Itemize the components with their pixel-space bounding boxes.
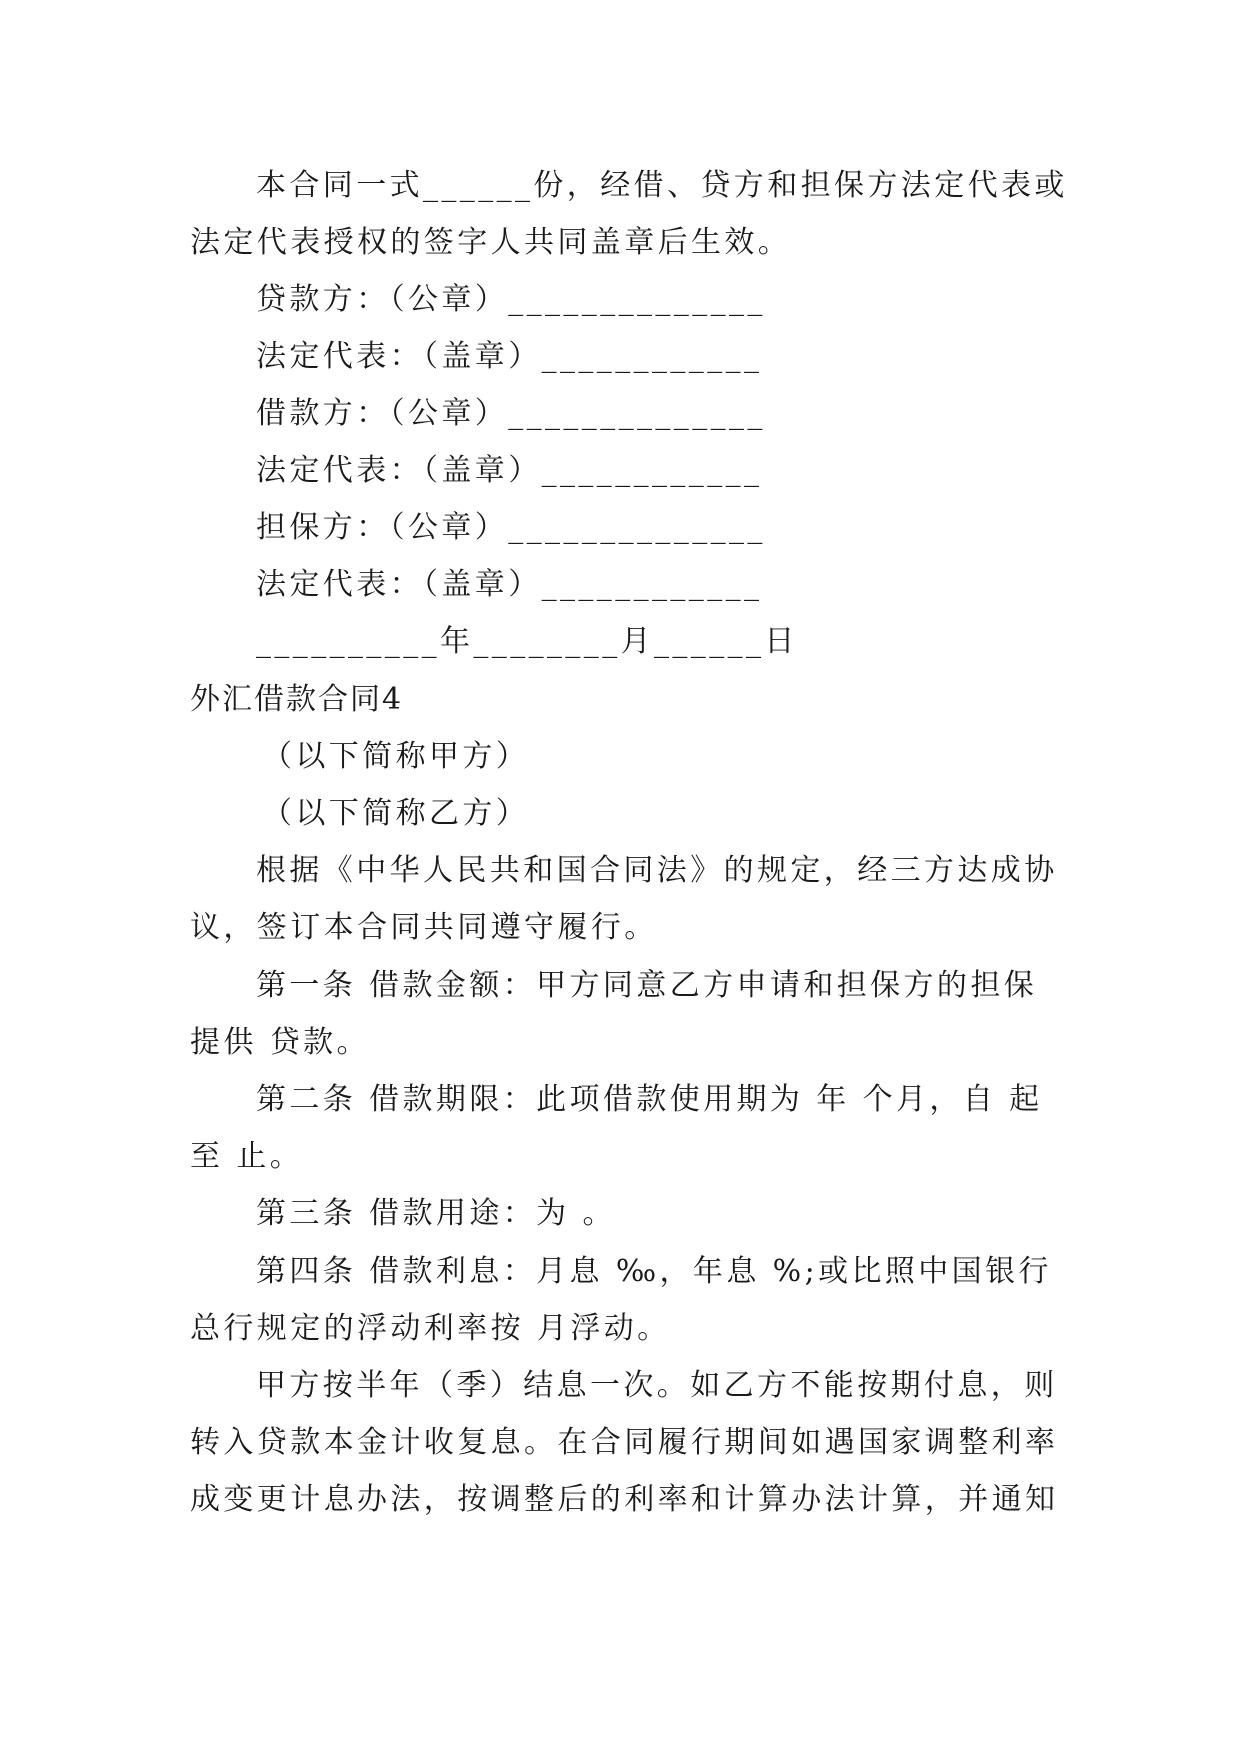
party-b-note: （以下简称乙方） [262, 796, 530, 831]
interest-paragraph-line-1: 甲方按半年（季）结息一次。如乙方不能按期付息，则 [256, 1368, 1058, 1403]
article-1-line-1: 第一条 借款金额：甲方同意乙方申请和担保方的担保 [256, 968, 1038, 1003]
signature-guarantor: 担保方：（公章）______________ [256, 510, 766, 545]
signature-lender-representative: 法定代表：（盖章）____________ [256, 339, 763, 374]
signature-borrower-representative: 法定代表：（盖章）____________ [256, 453, 763, 488]
article-3: 第三条 借款用途：为 。 [256, 1196, 616, 1231]
article-2-line-2: 至 止。 [190, 1139, 304, 1174]
interest-paragraph-line-3: 成变更计息办法，按调整后的利率和计算办法计算，并通知 [190, 1482, 1059, 1517]
interest-paragraph-line-2: 转入贷款本金计收复息。在合同履行期间如遇国家调整利率 [190, 1425, 1059, 1460]
paragraph-copies-line-1: 本合同一式______份，经借、贷方和担保方法定代表或 [256, 168, 1068, 203]
article-1-line-2: 提供 贷款。 [190, 1025, 370, 1060]
article-4-line-2: 总行规定的浮动利率按 月浮动。 [190, 1311, 671, 1346]
signature-lender: 贷款方：（公章）______________ [256, 282, 766, 317]
paragraph-copies-line-2: 法定代表授权的签字人共同盖章后生效。 [190, 225, 792, 260]
signature-guarantor-representative: 法定代表：（盖章）____________ [256, 567, 763, 602]
party-a-note: （以下简称甲方） [262, 739, 530, 774]
contract-title: 外汇借款合同4 [190, 682, 404, 717]
signature-date: __________年________月______日 [256, 624, 798, 659]
article-2-line-1: 第二条 借款期限：此项借款使用期为 年 个月，自 起 [256, 1082, 1043, 1117]
signature-borrower: 借款方：（公章）______________ [256, 396, 766, 431]
preamble-line-1: 根据《中华人民共和国合同法》的规定，经三方达成协 [256, 853, 1058, 888]
preamble-line-2: 议，签订本合同共同遵守履行。 [190, 910, 658, 945]
article-4-line-1: 第四条 借款利息：月息 ‰，年息 %;或比照中国银行 [256, 1254, 1052, 1289]
